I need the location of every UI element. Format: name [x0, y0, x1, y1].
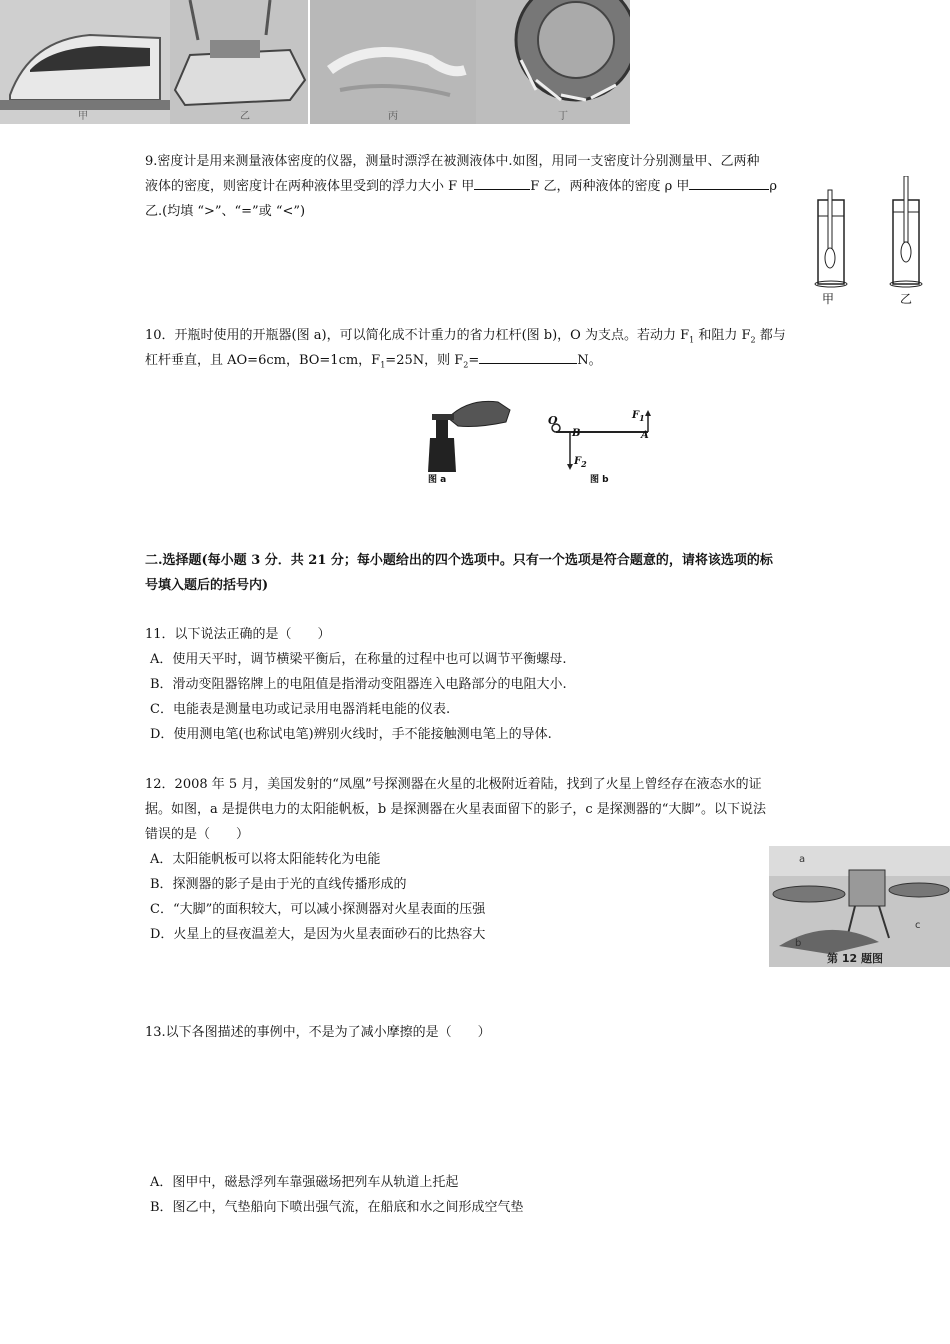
q11-option-a[interactable]: A．使用天平时，调节横梁平衡后，在称量的过程中也可以调节平衡螺母.: [150, 652, 567, 667]
q10-figure-b: [548, 410, 658, 490]
q9-line2: [145, 174, 810, 199]
q10-point-o: O: [548, 414, 558, 427]
q9-line2-a: 液体的密度，则密度计在两种液体里受到的浮力大小 F 甲: [145, 179, 475, 194]
photo-maglev-train: [0, 0, 170, 124]
q12-fig-label-b: b: [795, 938, 802, 949]
q10-line2-a: 杠杆垂直，且 AO=6cm，BO=1cm，F: [145, 353, 381, 368]
q9-blank-density[interactable]: [689, 175, 769, 190]
q10-force-f2: [574, 456, 587, 469]
q12-figure-phoenix-lander: [769, 846, 950, 967]
photo-tire-chain: [476, 0, 630, 124]
q12-fig-caption: 第 12 题图: [827, 952, 883, 965]
q13-stem: 13.以下各图描述的事例中，不是为了减小摩擦的是（ ）: [145, 1025, 491, 1040]
q12-line1: 12．2008 年 5 月，美国发射的“凤凰”号探测器在火星的北极附近着陆，找到了火星上曾经存在液态水的证: [145, 777, 762, 792]
photo-swimmer: [310, 0, 476, 124]
maglev-train-icon: [0, 0, 170, 124]
q10-line2-sub2: 2: [463, 360, 469, 370]
q10-figure-a: [418, 388, 514, 488]
q10-line2-c: =: [468, 353, 480, 368]
q10-fig-b-label: 图 b: [590, 475, 609, 485]
q10-line2: [145, 348, 810, 378]
hovercraft-icon: [170, 0, 308, 124]
q10-line2-b: =25N，则 F: [385, 353, 464, 368]
q9-figure: [810, 176, 935, 308]
q10-line1-b: 和阻力 F: [694, 328, 751, 343]
q9-fig-label-yi: 乙: [900, 292, 913, 306]
q10-force-f2-letter: F: [574, 456, 582, 467]
bottle-opener-hand-icon: [418, 388, 514, 474]
swimmer-icon: [310, 0, 476, 124]
q10-line1-sub1: 1: [689, 335, 695, 345]
q9-fig-label-jia: 甲: [822, 292, 835, 306]
q13-option-b[interactable]: B．图乙中，气垫船向下喷出强气流，在船底和水之间形成空气垫: [150, 1200, 524, 1215]
q11-stem: 11．以下说法正确的是（ ）: [145, 627, 331, 642]
q9-blank-buoyancy[interactable]: [474, 175, 530, 190]
q12-option-d[interactable]: D．火星上的昼夜温差大，是因为火星表面砂石的比热容大: [150, 927, 486, 942]
q10-force-f2-sub: 2: [581, 459, 587, 469]
q9-line2-b: F 乙，两种液体的密度 ρ 甲: [530, 179, 690, 194]
q12-option-b[interactable]: B．探测器的影子是由于光的直线传播形成的: [150, 877, 407, 892]
q12-fig-label-a: a: [799, 854, 806, 865]
q10-line1-c: 都与: [755, 328, 786, 343]
q9-line1: 9.密度计是用来测量液体密度的仪器，测量时漂浮在被测液体中.如图，用同一支密度计分别测量甲、乙两种: [145, 154, 760, 169]
q10-force-f1-letter: F: [632, 410, 640, 421]
photo-label-bing: 丙: [388, 111, 398, 122]
q10-force-f1-sub: 1: [639, 413, 645, 423]
photo-hovercraft: [170, 0, 308, 124]
q10-fig-a-label: 图 a: [428, 475, 447, 485]
tire-chain-icon: [476, 0, 630, 124]
q9-line2-c: ρ: [769, 179, 778, 194]
q9-line3: 乙.(均填 “>”、“=”或 “<”): [145, 204, 306, 219]
section2-heading-line2: 号填入题后的括号内): [145, 578, 269, 593]
q12-option-a[interactable]: A．太阳能帆板可以将太阳能转化为电能: [150, 852, 381, 867]
q11-option-b[interactable]: B．滑动变阻器铭牌上的电阻值是指滑动变阻器连入电路部分的电阻大小.: [150, 677, 567, 692]
q11-option-c[interactable]: C．电能表是测量电功或记录用电器消耗电能的仪表.: [150, 702, 451, 717]
photo-label-ding: 丁: [558, 111, 568, 122]
q12-line3: 错误的是（ ）: [145, 827, 250, 842]
q10-blank-f2[interactable]: [479, 349, 577, 364]
q13-option-a[interactable]: A．图甲中，磁悬浮列车靠强磁场把列车从轨道上托起: [150, 1175, 459, 1190]
q11-option-d[interactable]: D．使用测电笔(也称试电笔)辨别火线时，手不能接触测电笔上的导体.: [150, 727, 552, 742]
photo-label-jia: 甲: [78, 111, 88, 122]
q10-line1-sub2: 2: [750, 335, 756, 345]
q10-point-a: A: [641, 430, 649, 441]
q10-line2-sub1: 1: [380, 360, 386, 370]
q10-line1-a: 10．开瓶时使用的开瓶器(图 a)，可以简化成不计重力的省力杠杆(图 b)，O 为支点。若动力 F: [145, 328, 690, 343]
section2-heading-line1: 二.选择题(每小题 3 分．共 21 分；每小题给出的四个选项中。只有一个选项是符合题意的，请将该选项的标: [145, 553, 773, 568]
photo-label-yi: 乙: [240, 111, 250, 122]
q10-line2-d: N。: [577, 353, 602, 368]
q12-fig-label-c: c: [915, 920, 921, 931]
q10-force-f1: [632, 410, 645, 423]
q12-option-c[interactable]: C．“大脚”的面积较大，可以减小探测器对火星表面的压强: [150, 902, 486, 917]
q10-point-b: B: [572, 428, 581, 439]
hydrometer-cylinders-icon: [810, 176, 935, 308]
q12-line2: 据。如图，a 是提供电力的太阳能帆板，b 是探测器在火星表面留下的影子，c 是探测器的“大脚”。以下说法: [145, 802, 767, 817]
